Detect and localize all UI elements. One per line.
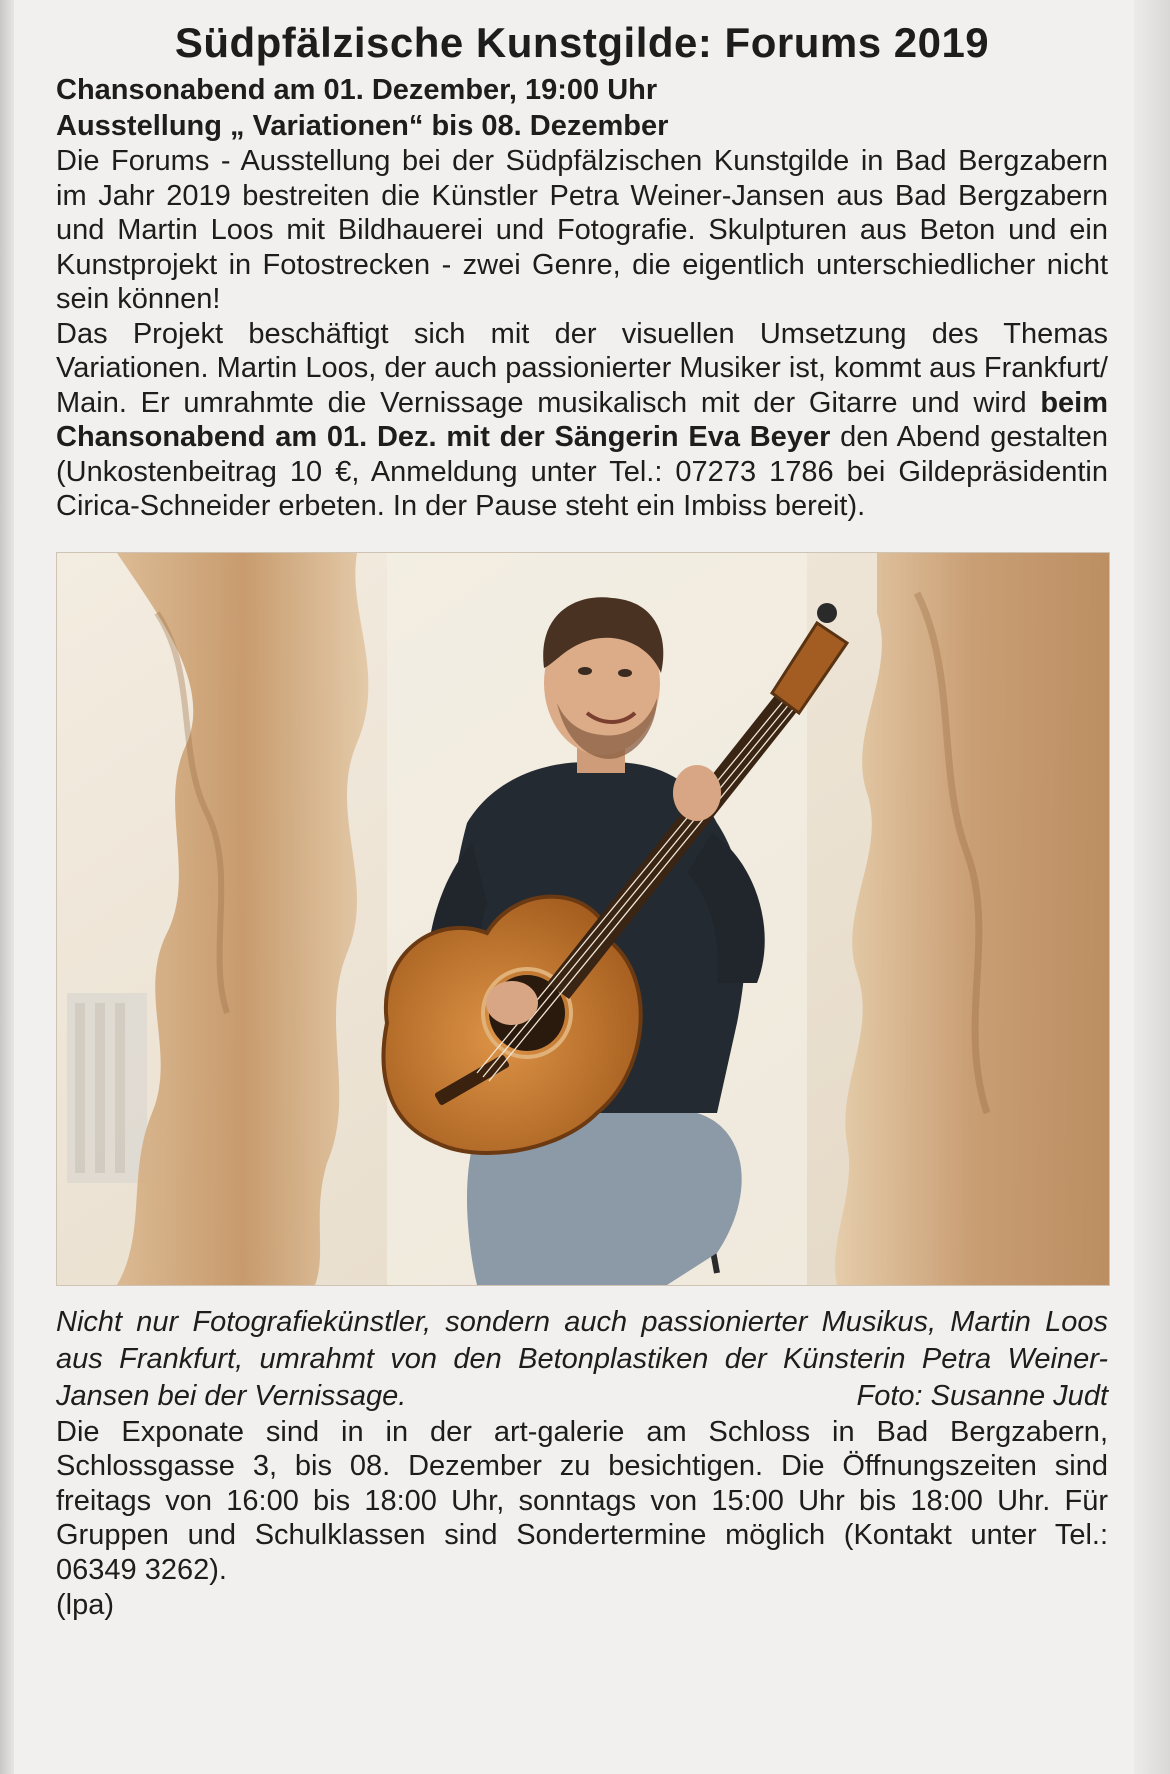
radiator: [67, 993, 147, 1183]
paragraph-opening-hours: Die Exponate sind in in der art-galerie am Schloss in Bad Bergzabern, Schlossgasse 3, bis 08. Dezember zu besichtigen. Die Öffnungszeiten sind freitags von 16:00 bis 18:00 Uhr, sonntags von 15:00 Uhr bis 18:00 Uhr. Für Gruppen und Schulklassen sind Sondertermine möglich (Kontakt unter Tel.: 06349 3262).: [56, 1415, 1108, 1586]
photo-credit: Foto: Susanne Judt: [856, 1379, 1108, 1412]
author-signature: (lpa): [56, 1589, 115, 1621]
paragraph-intro: Die Forums - Ausstellung bei der Südpfälzischen Kunstgilde in Bad Bergzabern im Jahr 2019 bestreiten die Künstler Petra Weiner-Jansen aus Bad Bergzabern und Martin Loos mit Bildhauerei und Fotografie. Skulpturen aus Beton und ein Kunstprojekt in Fotostrecken - zwei Genre, die eigentlich unterschiedlicher nicht sein können!: [56, 145, 1108, 315]
paragraph-project: [56, 317, 1108, 524]
news-article: [56, 14, 1108, 1623]
article-subtitle-exhibition: Ausstellung „ Variationen“ bis 08. Dezember: [56, 110, 669, 142]
paragraph-project-end: den Abend gestalten (Unkostenbeitrag 10 €, Anmeldung unter Tel.: 07273 1786 bei Gildepräsidentin Cirica-Schneider erbeten. In der Pause steht ein Imbiss bereit).: [56, 421, 1108, 522]
photo-caption-text: Nicht nur Fotografiekünstler, sondern auch passionierter Musikus, Martin Loos aus Frankfurt, umrahmt von den Betonplastiken der Künsterin Petra Weiner-Jansen bei der Vernissage.: [56, 1305, 1108, 1412]
guitarist-photo-illustration: [57, 553, 1109, 1285]
paragraph-project-highlight: beim Chansonabend am 01. Dez. mit der Sängerin Eva Beyer: [56, 386, 1108, 453]
article-subtitle-event: Chansonabend am 01. Dezember, 19:00 Uhr: [56, 74, 658, 106]
paragraph-project-start: Das Projekt beschäftigt sich mit der visuellen Umsetzung des Themas Variationen. Martin Loos, der auch passionierter Musiker ist, kommt aus Frankfurt/ Main. Er umrahmte die Vernissage musikalisch mit der Gitarre und wird: [56, 317, 1108, 419]
page-edge-left: [0, 0, 14, 1774]
article-title: Südpfälzische Kunstgilde: Forums 2019: [174, 19, 990, 66]
page-edge-right: [1134, 0, 1170, 1774]
article-photo: [56, 552, 1110, 1286]
photo-caption: [56, 1304, 1108, 1415]
